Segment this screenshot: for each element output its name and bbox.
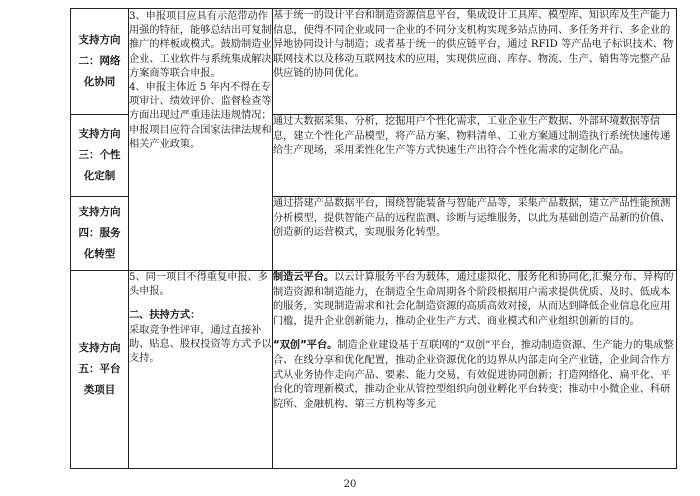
table-row xyxy=(71,271,677,469)
support-heading: 二、扶持方式： xyxy=(129,310,201,322)
support-text: 采取竞争性评审，通过直接补助、贴息、股权投资等方式予以支持。 xyxy=(129,324,272,365)
requirement-item-4: 4、申报主体近 5 年内不得在专项审计、绩效评价、监督检查等方面出现过严重违法违规情况；申报项目应符合国家法律法规和相关产业政策。 xyxy=(129,82,272,150)
direction-cell-5: 支持方向 五：平台 类项目 xyxy=(71,271,129,469)
page-number: 20 xyxy=(343,479,357,490)
direction-cell-4: 支持方向 四：服务 化转型 xyxy=(71,197,129,271)
platform-paragraph-1: 制造云平台。以云计算服务平台为载体，通过虚拟化、服务化和协同化,汇聚分布、异构的制造资源和制造能力，在制造全生命周期各个阶段根据用户需求提供优质、及时、低成本的服务，实现制造需求和社会化制造资源的高质高效对接，从而达到降低企业信息化应用门槛，提升企业创新能力，推动企业生产方式、商业模式和产业组织创新的目的。 xyxy=(273,272,674,327)
direction-cell-3: 支持方向 三：个性 化定制 xyxy=(71,115,129,197)
requirements-cell xyxy=(129,9,273,271)
direction-content-3: 通过大数据采集、分析，挖掘用户个性化需求，工业企业生产数据、外部环境数据等信息，建立个性化产品模型，将产品方案、物料清单、工业方案通过制造执行系统快速传递给生产现场，采用柔性化生产等方式快速生产出符合个性化需求的定制化产品。 xyxy=(273,115,677,197)
policy-table xyxy=(70,8,677,469)
direction-content-2: 基于统一的设计平台和制造资源信息平台，集成设计工具库、模型库、知识库及生产能力信息，使得不同企业或同一企业的不同分支机构实现多站点协同、多任务并行、多企业的异地协同设计与制造；或者基于统一的供应链平台，通过 RFID 等产品电子标识技术、物联网技术以及移动互联网技术的应用，实现供应商、库存、物流、生产、销售等完整产品供应链的协同优化。 xyxy=(273,9,677,115)
direction-cell-2: 支持方向 二：网络 化协同 xyxy=(71,9,129,115)
direction-content-4: 通过搭建产品数据平台，围绕智能装备与智能产品等，采集产品数据，建立产品性能预测分析模型，提供智能产品的远程监测、诊断与运维服务，以此为基础创造产品新的价值、创造新的运营模式，实现服务化转型。 xyxy=(273,197,677,271)
platform-paragraph-2: “双创”平台。制造企业建设基于互联网的“双创”平台，推动制造资源、生产能力的集成整合、在线分享和优化配置，推动企业资源优化的边界从内部走向全产业链，企业间合作方式从业务协作走向产品、要素、能力交易，有效促进协同创新；打造网络化、扁平化、平台化的管理新模式，推动企业从管控型组织向创业孵化平台转变；推动中小微企业、科研院所、金融机构、第三方机构等多元 xyxy=(273,340,674,410)
requirement-item-3: 3、申报项目应具有示范带动作用强的特征，能够总结出可复制推广的样板或模式。鼓励制造业企业、工业软件与系统集成解决方案商等联合申报。 xyxy=(129,11,272,79)
table-row xyxy=(71,9,677,115)
requirement-item-5: 5、同一项目不得重复申报、多头申报。 xyxy=(129,272,268,298)
direction-content-5 xyxy=(273,271,677,469)
support-method-cell xyxy=(129,271,273,469)
